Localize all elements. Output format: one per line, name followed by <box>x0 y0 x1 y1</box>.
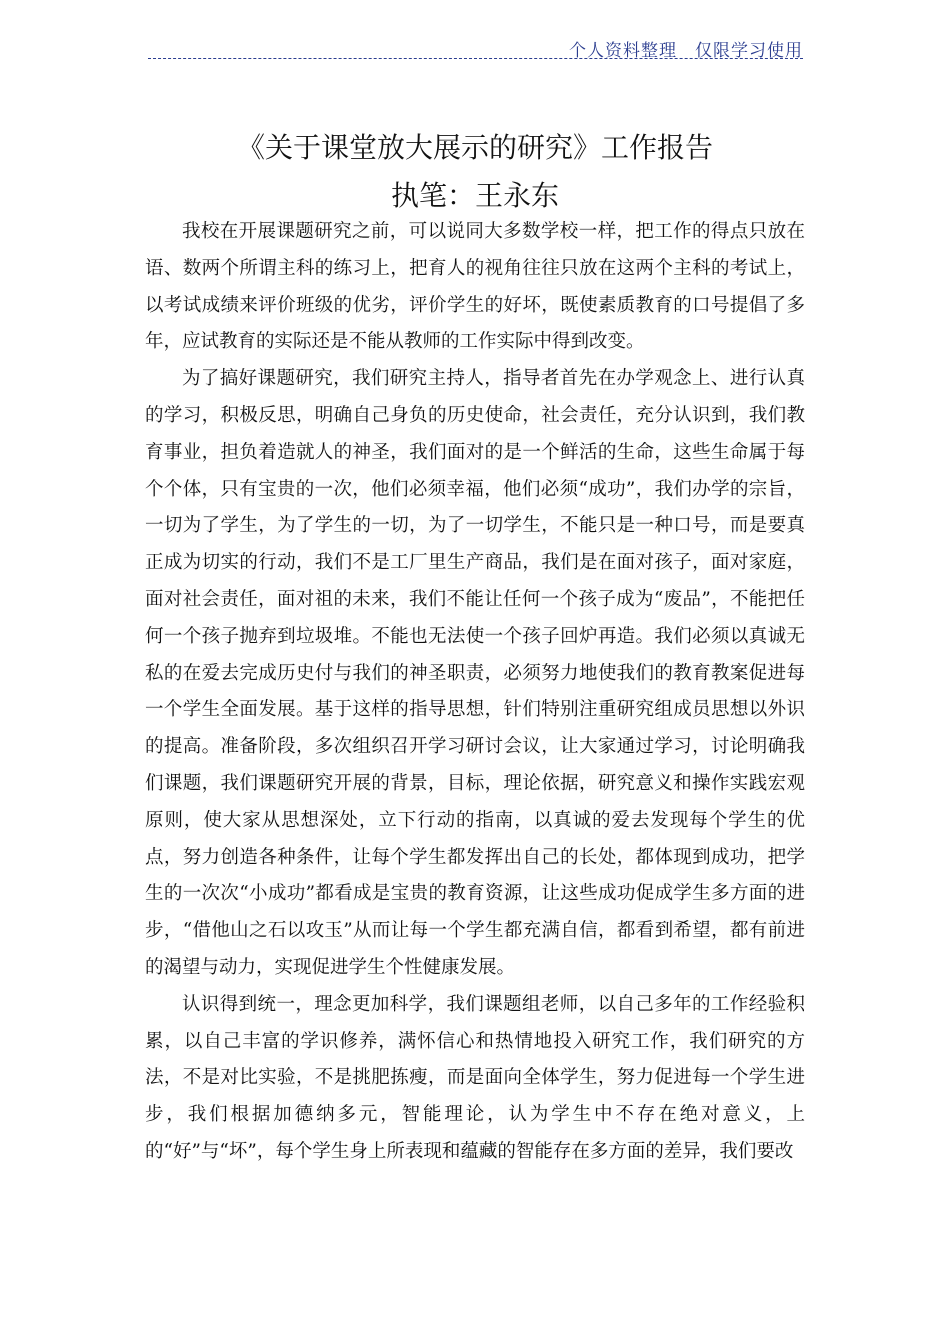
document-author: 执笔：王永东 <box>390 179 559 212</box>
paragraph: 我校在开展课题研究之前，可以说同大多数学校一样，把工作的得点只放在语、数两个所谓主科的练习上，把育人的视角往往只放在这两个主科的考试上，以考试成绩来评价班级的优劣，评价学生的好坏，既使素质教育的口号提倡了多年，应试教育的实际还是不能从教师的工作实际中得到改变。 <box>145 221 805 353</box>
document-body <box>145 214 805 1171</box>
header-note: 个人资料整理 仅限学习使用 <box>569 41 803 61</box>
paragraph: 认识得到统一，理念更加科学，我们课题组老师，以自己多年的工作经验积累，以自己丰富的学识修养，满怀信心和热情地投入研究工作，我们研究的方法，不是对比实验，不是挑肥拣瘦，而是面向全体学生，努力促进每一个学生进步，我们根据加德纳多元，智能理论，认为学生中不存在绝对意义，上的“好”与“坏”，每个学生身上所表现和蕴藏的智能存在多方面的差异，我们要改 <box>145 993 805 1162</box>
paragraph: 为了搞好课题研究，我们研究主持人，指导者首先在办学观念上、进行认真的学习，积极反思，明确自己身负的历史使命，社会责任，充分认识到，我们教育事业，担负着造就人的神圣，我们面对的是一个鲜活的生命，这些生命属于每个个体，只有宝贵的一次，他们必须幸福，他们必须“成功”，我们办学的宗旨，一切为了学生，为了学生的一切，为了一切学生，不能只是一种口号，而是要真正成为切实的行动，我们不是工厂里生产商品，我们是在面对孩子，面对家庭，面对社会责任，面对祖的未来，我们不能让任何一个孩子成为“废品”，不能把任何一个孩子抛弃到垃圾堆。不能也无法使一个孩子回炉再造。我们必须以真诚无私的在爱去完成历史付与我们的神圣职责，必须努力地使我们的教育教案促进每一个学生全面发展。基于这样的指导思想，针们特别注重研究组成员思想以外识的提高。准备阶段，多次组织召开学习研讨会议，让大家通过学习，讨论明确我们课题，我们课题研究开展的背景，目标，理论依据，研究意义和操作实践宏观原则，使大家从思想深处，立下行动的指南，以真诚的爱去发现每个学生的优点，努力创造各种条件，让每个学生都发挥出自己的长处，都体现到成功，把学生的一次次“小成功”都看成是宝贵的教育资源，让这些成功促成学生多方面的进步，“借他山之石以攻玉”从而让每一个学生都充满自信，都看到希望，都有前进的渴望与动力，实现促进学生个性健康发展。 <box>145 368 805 978</box>
document-title: 《关于课堂放大展示的研究》工作报告 <box>236 131 713 164</box>
header-divider <box>148 58 803 59</box>
